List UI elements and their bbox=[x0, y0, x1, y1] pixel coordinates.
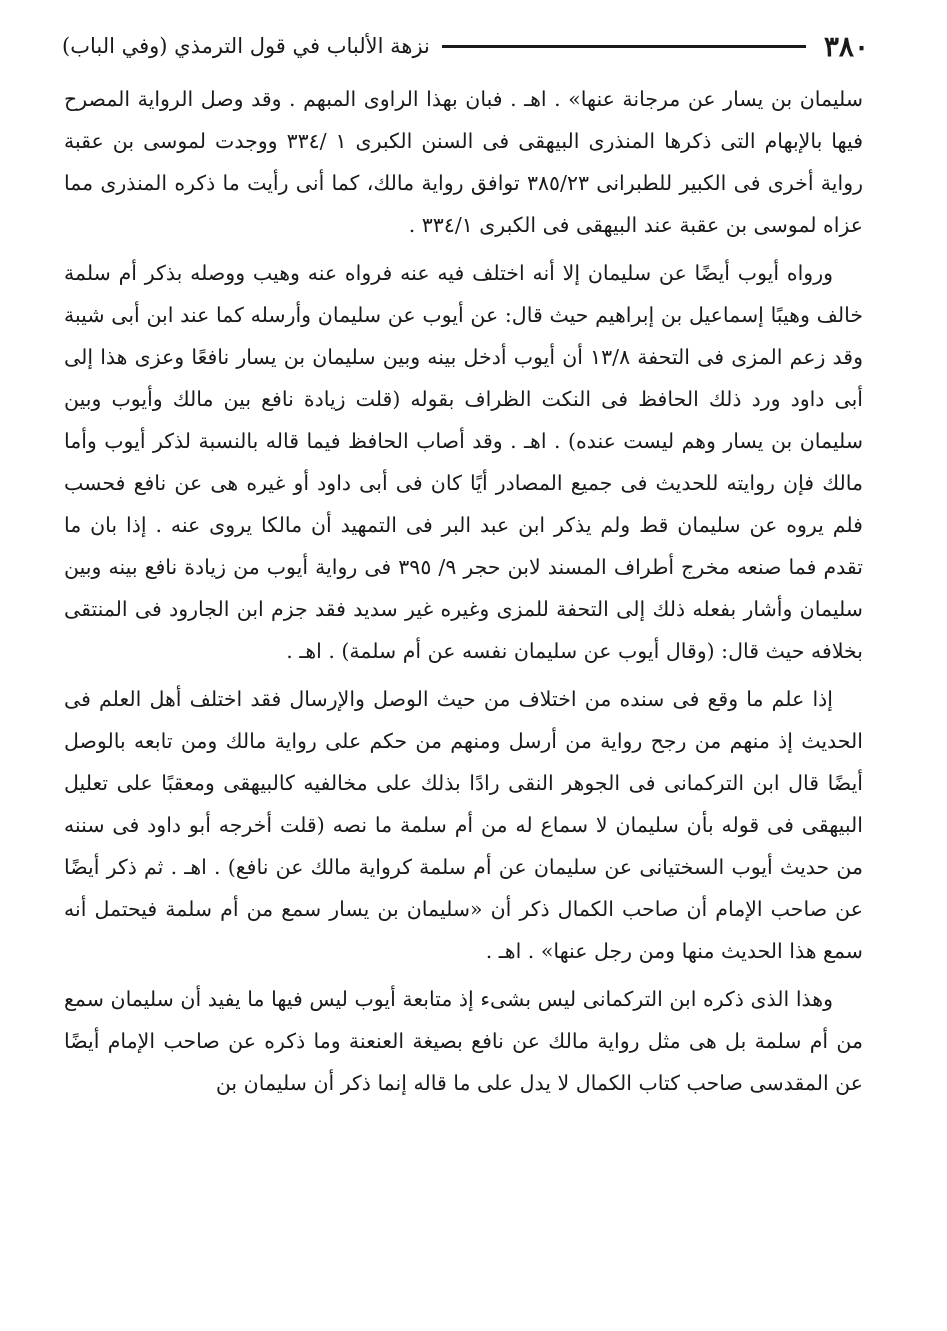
paragraph: ورواه أيوب أيضًا عن سليمان إلا أنه اختلف فيه عنه فرواه عنه وهيب ووصله بذكر أم سلمة خالف وهيبًا إسماعيل بن إبراهيم حيث قال: عن أيوب عن سليمان وأرسله كما عند ابن أبى شيبة وقد زعم المزى فى التحفة ١٣/٨ أن أيوب أدخل بينه وبين سليمان بن يسار نافعًا وعزى هذا إلى أبى داود ورد ذلك الحافظ فى النكت الظراف بقوله (قلت زيادة نافع بين مالك وأيوب وبين سليمان بن يسار وهم ليست عنده) . اهـ . وقد أصاب الحافظ فيما قاله بالنسبة لذكر أيوب وأما مالك فإن روايته للحديث فى جميع المصادر أيًا كان فى أبى داود أو غيره هى عن نافع فحسب فلم يروه عن سليمان قط ولم يذكر ابن عبد البر فى التمهيد أن مالكا يروى عنه . إذا بان ما تقدم فما صنعه مخرج أطراف المسند لابن حجر ٩/ ٣٩٥ فى رواية أيوب من زيادة نافع بينه وبين سليمان وأشار بفعله ذلك إلى التحفة للمزى وغيره غير سديد فقد جزم ابن الجارود فى المنتقى بخلافه حيث قال: (وقال أيوب عن سليمان نفسه عن أم سلمة) . اهـ . bbox=[64, 261, 863, 663]
paragraph: وهذا الذى ذكره ابن التركمانى ليس بشىء إذ متابعة أيوب ليس فيها ما يفيد أن سليمان سمع من أم سلمة بل هى مثل رواية مالك عن نافع بصيغة العنعنة وما ذكره عن صاحب الإمام أيضًا عن المقدسى صاحب كتاب الكمال لا يدل على ما قاله إنما ذكر أن سليمان بن bbox=[64, 987, 863, 1095]
page-number: ٣٨٠ bbox=[823, 29, 869, 63]
paragraph: سليمان بن يسار عن مرجانة عنها» . اهـ . فبان بهذا الراوى المبهم . وقد وصل الرواية المصرح فيها بالإبهام التى ذكرها المنذرى البيهقى فى السنن الكبرى ١ /٣٣٤ ووجدت لموسى بن عقبة رواية أخرى فى الكبير للطبرانى ٣٨٥/٢٣ توافق رواية مالك، كما أنى رأيت ما ذكره المنذرى مما عزاه لموسى بن عقبة عند البيهقى فى الكبرى ٣٣٤/١ . bbox=[64, 87, 863, 237]
page-header bbox=[62, 26, 869, 66]
body-text bbox=[64, 78, 863, 1104]
paragraph: إذا علم ما وقع فى سنده من اختلاف من حيث الوصل والإرسال فقد اختلف أهل العلم فى الحديث إذ منهم من رجح رواية من أرسل ومنهم من حكم على رواية مالك ومن تابعه بالوصل أيضًا قال ابن التركمانى فى الجوهر النقى رادًا بذلك على مخالفيه كالبيهقى ومعقبًا على تعليل البيهقى فى قوله بأن سليمان لا سماع له من أم سلمة ما نصه (قلت أخرجه أبو داود فى سننه من حديث أيوب السختيانى عن سليمان عن أم سلمة كرواية مالك عن نافع) . اهـ . ثم ذكر أيضًا عن صاحب الإمام أن صاحب الكمال ذكر أن «سليمان بن يسار سمع من أم سلمة فيحتمل أنه سمع هذا الحديث منها ومن رجل عنها» . اهـ . bbox=[64, 687, 863, 963]
running-title: نزهة الألباب في قول الترمذي (وفي الباب) bbox=[62, 34, 430, 58]
header-rule bbox=[442, 45, 806, 48]
